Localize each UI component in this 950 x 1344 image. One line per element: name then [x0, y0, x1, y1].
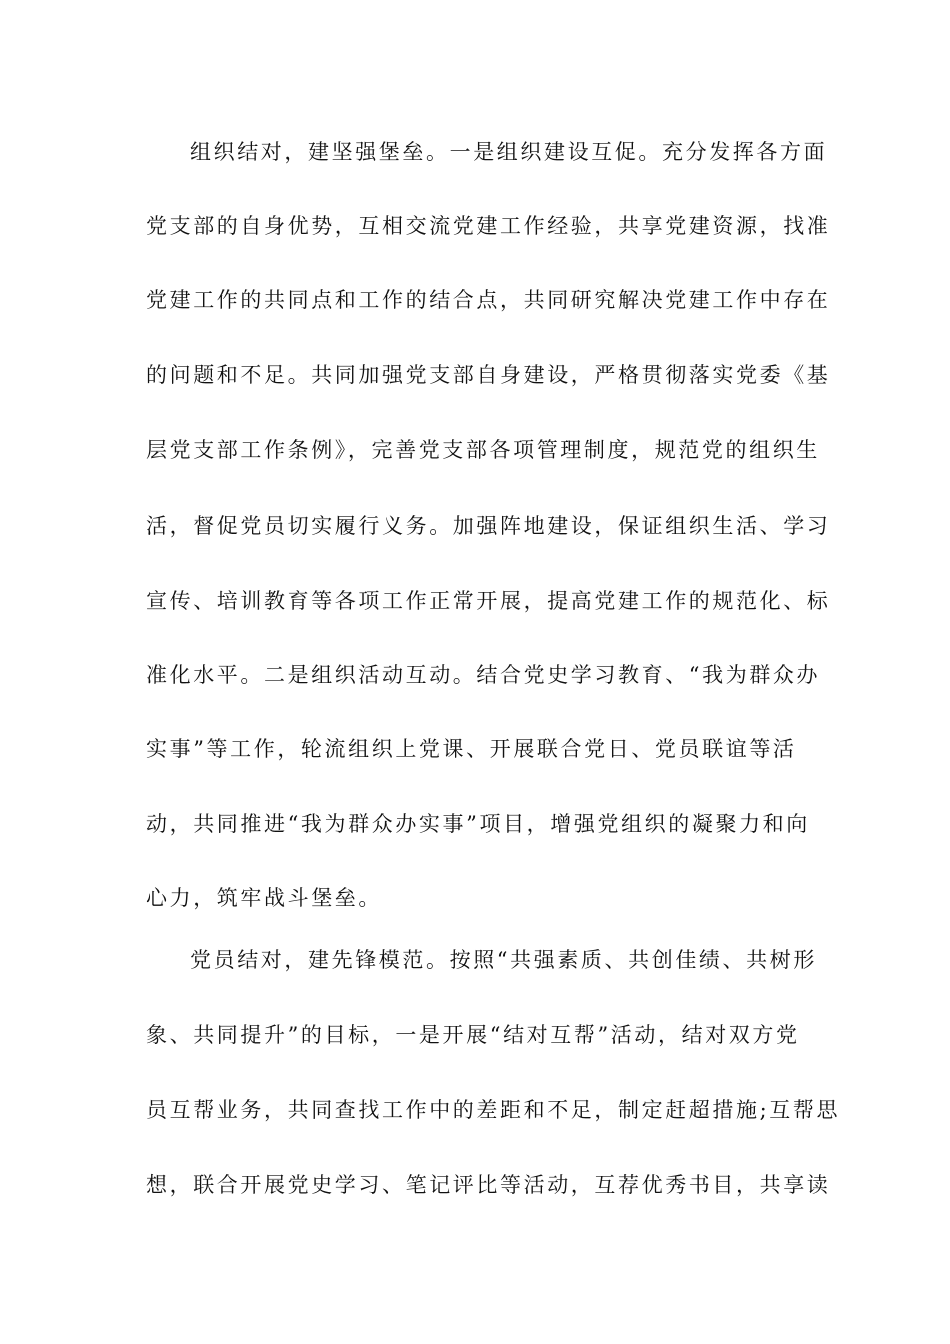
paragraph-line: 象、共同提升”的目标，一是开展“结对互帮”活动，结对双方党: [146, 1023, 800, 1047]
paragraph-line: 想，联合开展党史学习、笔记评比等活动，互荐优秀书目，共享读: [146, 1173, 831, 1197]
paragraph-line: 党支部的自身优势，互相交流党建工作经验，共享党建资源，找准: [146, 214, 831, 238]
paragraph-line: 层党支部工作条例》，完善党支部各项管理制度，规范党的组织生: [146, 438, 820, 462]
paragraph-line: 党员结对，建先锋模范。按照“共强素质、共创佳绩、共树形: [190, 948, 817, 972]
paragraph-line: 员互帮业务，共同查找工作中的差距和不足，制定赶超措施;互帮思: [146, 1098, 841, 1122]
paragraph-line: 实事”等工作，轮流组织上党课、开展联合党日、党员联谊等活: [146, 737, 797, 761]
paragraph-line: 宣传、培训教育等各项工作正常开展，提高党建工作的规范化、标: [146, 589, 831, 613]
paragraph-line: 组织结对，建坚强堡垒。一是组织建设互促。充分发挥各方面: [190, 140, 828, 164]
paragraph-line: 动，共同推进“我为群众办实事”项目，增强党组织的凝聚力和向: [146, 812, 810, 836]
paragraph-line: 党建工作的共同点和工作的结合点，共同研究解决党建工作中存在: [146, 288, 831, 312]
paragraph-line: 活，督促党员切实履行义务。加强阵地建设，保证组织生活、学习: [146, 514, 831, 538]
paragraph-line: 准化水平。二是组织活动互动。结合党史学习教育、“我为群众办: [146, 663, 821, 687]
paragraph-line: 心力，筑牢战斗堡垒。: [146, 886, 382, 910]
paragraph-line: 的问题和不足。共同加强党支部自身建设，严格贯彻落实党委《基: [146, 363, 831, 387]
